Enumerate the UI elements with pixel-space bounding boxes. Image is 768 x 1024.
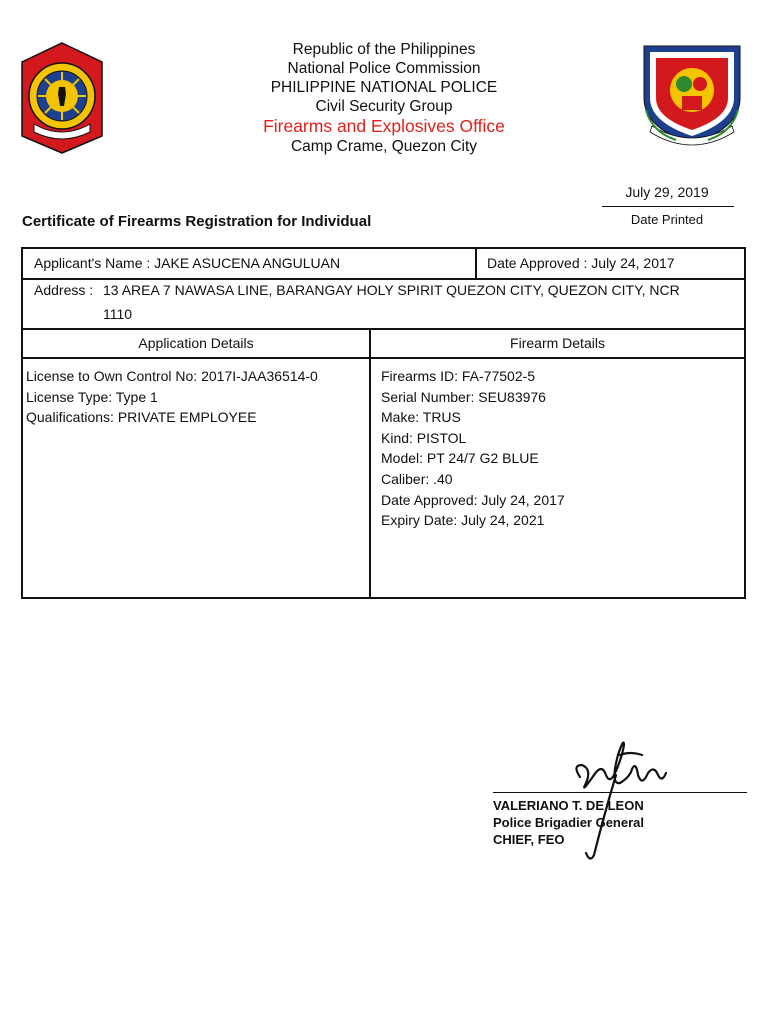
header-line-pnp: PHILIPPINE NATIONAL POLICE [270, 79, 498, 96]
expiry-date: Expiry Date: July 24, 2021 [381, 512, 545, 529]
date-printed-value: July 29, 2019 [625, 184, 709, 200]
date-printed-rule [602, 206, 734, 207]
application-details-list [26, 366, 318, 428]
caliber: Caliber: .40 [381, 470, 453, 487]
handwritten-signature [520, 725, 700, 865]
license-type: License Type: Type 1 [26, 388, 158, 405]
header-line-napolcom: National Police Commission [287, 60, 481, 77]
signatory-name: VALERIANO T. DE LEON [493, 798, 644, 813]
table-rule [23, 328, 744, 330]
header-office-name: Firearms and Explosives Office [263, 116, 505, 136]
signatory-rank: Police Brigadier General [493, 815, 645, 830]
firearm-date-approved: Date Approved: July 24, 2017 [381, 491, 565, 508]
date-approved: Date Approved : July 24, 2017 [487, 255, 675, 271]
license-control-no: License to Own Control No: 2017I-JAA36514-0 [26, 368, 318, 384]
qualifications: Qualifications: PRIVATE EMPLOYEE [26, 409, 257, 426]
serial-number: Serial Number: SEU83976 [381, 388, 546, 405]
pnp-seal-logo [20, 40, 104, 156]
address-line-1: 13 AREA 7 NAWASA LINE, BARANGAY HOLY SPIRIT QUEZON CITY, QUEZON CITY, NCR [103, 282, 680, 298]
table-divider [475, 249, 477, 278]
certificate-title: Certificate of Firearms Registration for Individual [22, 213, 372, 230]
applicant-name: Applicant's Name : JAKE ASUCENA ANGULUAN [34, 255, 341, 271]
application-details-header: Application Details [138, 335, 254, 351]
header-location: Camp Crame, Quezon City [290, 138, 478, 155]
header-line-csg: Civil Security Group [315, 98, 453, 115]
firearm-details-header: Firearm Details [510, 335, 605, 351]
model: Model: PT 24/7 G2 BLUE [381, 450, 539, 467]
address-label: Address : [34, 282, 94, 298]
signatory-position: CHIEF, FEO [493, 832, 565, 847]
make: Make: TRUS [381, 409, 461, 426]
kind: Kind: PISTOL [381, 429, 467, 446]
table-rule [23, 357, 744, 359]
header-line-republic: Republic of the Philippines [292, 41, 476, 58]
registration-table [21, 247, 746, 599]
date-printed-label: Date Printed [630, 212, 704, 227]
firearms-id: Firearms ID: FA-77502-5 [381, 368, 536, 384]
address-line-2: 1110 [103, 306, 133, 322]
feo-seal-logo [636, 40, 748, 156]
table-divider [369, 328, 371, 597]
firearm-details-list [381, 366, 565, 531]
